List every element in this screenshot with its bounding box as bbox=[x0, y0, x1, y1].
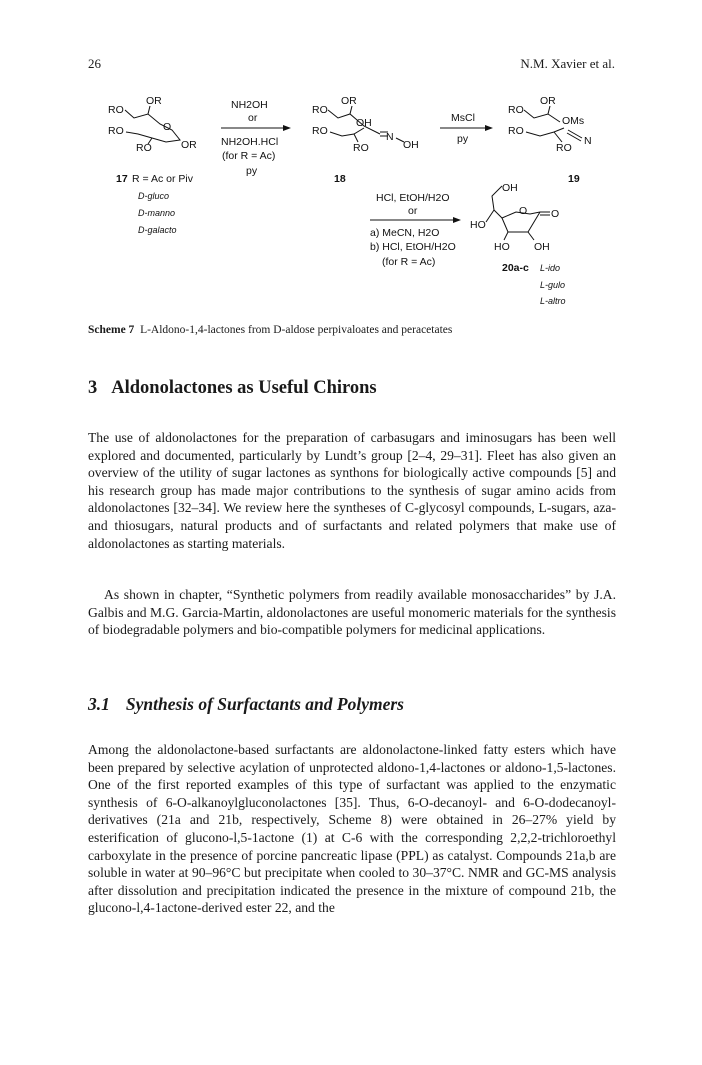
compound-17-label: 17 bbox=[116, 173, 128, 185]
reagent-label: py bbox=[246, 165, 258, 177]
atom-label: RO bbox=[353, 142, 369, 154]
reagent-label: (for R = Ac) bbox=[382, 256, 436, 268]
compound-20-label: 20a-c bbox=[502, 262, 529, 274]
compound-18-structure bbox=[312, 95, 419, 154]
series-label: D-manno bbox=[138, 208, 176, 218]
caption-text: L-Aldono-1,4-lactones from D-aldose perpivaloates and peracetates bbox=[140, 324, 453, 336]
reagent-label: (for R = Ac) bbox=[222, 150, 276, 162]
arrow-2 bbox=[440, 125, 493, 131]
subsection-title: Synthesis of Surfactants and Polymers bbox=[125, 694, 404, 714]
atom-label: N bbox=[386, 131, 394, 143]
scheme-caption bbox=[88, 324, 452, 336]
atom-label: RO bbox=[508, 104, 524, 116]
body-paragraph: The use of aldonolactones for the preparation of carbasugars and iminosugars has been well explored and documented, particularly by Lundt’s group [2–4, 29–31]. Fleet has also given an overview of the utility of sugar lactones as synthons for biologically active compounds [5] and his research group has made major contributions to the synthesis of sugar amino acids from aldonolactones [32–34]. We review here the syntheses of C-glycosyl compounds, L-sugars, aza- and thiosugars, natural products and of surfactants and related polymers that make use of aldonolactones as starting materials. bbox=[88, 430, 616, 551]
atom-label: OR bbox=[146, 95, 162, 107]
arrow-1 bbox=[221, 125, 291, 131]
series-label: L-ido bbox=[540, 263, 561, 273]
atom-label: N bbox=[584, 135, 592, 147]
atom-label: RO bbox=[108, 104, 124, 116]
running-head: N.M. Xavier et al. bbox=[520, 56, 615, 71]
series-label: D-gluco bbox=[138, 191, 170, 201]
atom-label: HO bbox=[494, 241, 510, 253]
compound-17-structure bbox=[108, 95, 197, 154]
atom-label: OH bbox=[534, 241, 550, 253]
atom-label: RO bbox=[312, 125, 328, 137]
arrow-3 bbox=[370, 217, 461, 223]
atom-label: RO bbox=[136, 142, 152, 154]
atom-label: OR bbox=[341, 95, 357, 107]
reagent-label: HCl, EtOH/H2O bbox=[376, 192, 450, 204]
atom-label: O bbox=[163, 121, 172, 133]
compound-17-r-group: R = Ac or Piv bbox=[132, 173, 193, 185]
atom-label: RO bbox=[508, 125, 524, 137]
atom-label: OH bbox=[403, 139, 419, 151]
reagent-label: or bbox=[248, 112, 258, 124]
series-label: L-altro bbox=[540, 296, 566, 306]
compound-20-structure bbox=[470, 182, 559, 253]
compound-18-label: 18 bbox=[334, 173, 346, 185]
section-title: Aldonolactones as Useful Chirons bbox=[111, 378, 377, 398]
compound-19-label: 19 bbox=[568, 173, 580, 185]
body-paragraph: Among the aldonolactone-based surfactants are aldonolactone-linked fatty esters which have been prepared by selective acylation of unprotected aldono-1,4-lactones or aldono-1,5-lactones. One of the first reported examples of this type of surfactant was applied to the enzymatic synthesis of 6-O-alkanoylgluconolactones [35]. Thus, 6-O-decanoyl- and 6-O-dodecanoyl- derivatives (21a and 21b, respectively, Scheme 8) were obtained in 26–27% yield by esterification of glucono-l,5-1actone (1) at C-6 with the corresponding 2,2,2-trichloroethyl carboxylate in the presence of porcine pancreatic lipase (PPL) as catalyst. Compounds 21a,b are soluble in water at 90–96°C but precipitate when cooled to 30–37°C. NMR and GC-MS analysis after dissolution and precipitation indicated the presence in the mixture of compound 21b, the glucono-l,4-1actone-derived ester 22, and the bbox=[88, 742, 616, 916]
page-number: 26 bbox=[88, 56, 101, 71]
section-heading bbox=[88, 378, 377, 399]
atom-label: RO bbox=[312, 104, 328, 116]
reagent-label: b) HCl, EtOH/H2O bbox=[370, 241, 456, 253]
series-label: L-gulo bbox=[540, 280, 566, 290]
subsection-heading bbox=[88, 694, 404, 715]
reagent-label: NH2OH.HCl bbox=[221, 136, 279, 148]
reaction-scheme bbox=[88, 88, 618, 320]
atom-label: OR bbox=[540, 95, 556, 107]
series-label: D-galacto bbox=[138, 225, 177, 235]
reagent-label: NH2OH bbox=[231, 99, 268, 111]
atom-label: O bbox=[519, 205, 528, 217]
atom-label: O bbox=[551, 208, 560, 220]
atom-label: OH bbox=[356, 117, 372, 129]
atom-label: HO bbox=[470, 219, 486, 231]
section-number: 3 bbox=[88, 378, 98, 398]
reagent-label: a) MeCN, H2O bbox=[370, 227, 440, 239]
caption-label: Scheme 7 bbox=[88, 324, 135, 336]
reagent-label: or bbox=[408, 205, 418, 217]
atom-label: RO bbox=[108, 125, 124, 137]
atom-label: OH bbox=[502, 182, 518, 194]
compound-19-structure bbox=[508, 95, 592, 154]
body-paragraph: As shown in chapter, “Synthetic polymers from readily available monosaccharides” by J.A. Galbis and M.G. Garcia-Martin, aldonolactones are useful monomeric materials for the synthesis of biodegradable polymers and bio-compatible polymers for medicinal applications. bbox=[88, 587, 616, 638]
atom-label: OMs bbox=[562, 115, 585, 127]
atom-label: OR bbox=[181, 139, 197, 151]
atom-label: RO bbox=[556, 142, 572, 154]
subsection-number: 3.1 bbox=[88, 694, 110, 714]
reagent-label: MsCl bbox=[451, 112, 475, 124]
reagent-label: py bbox=[457, 133, 469, 145]
